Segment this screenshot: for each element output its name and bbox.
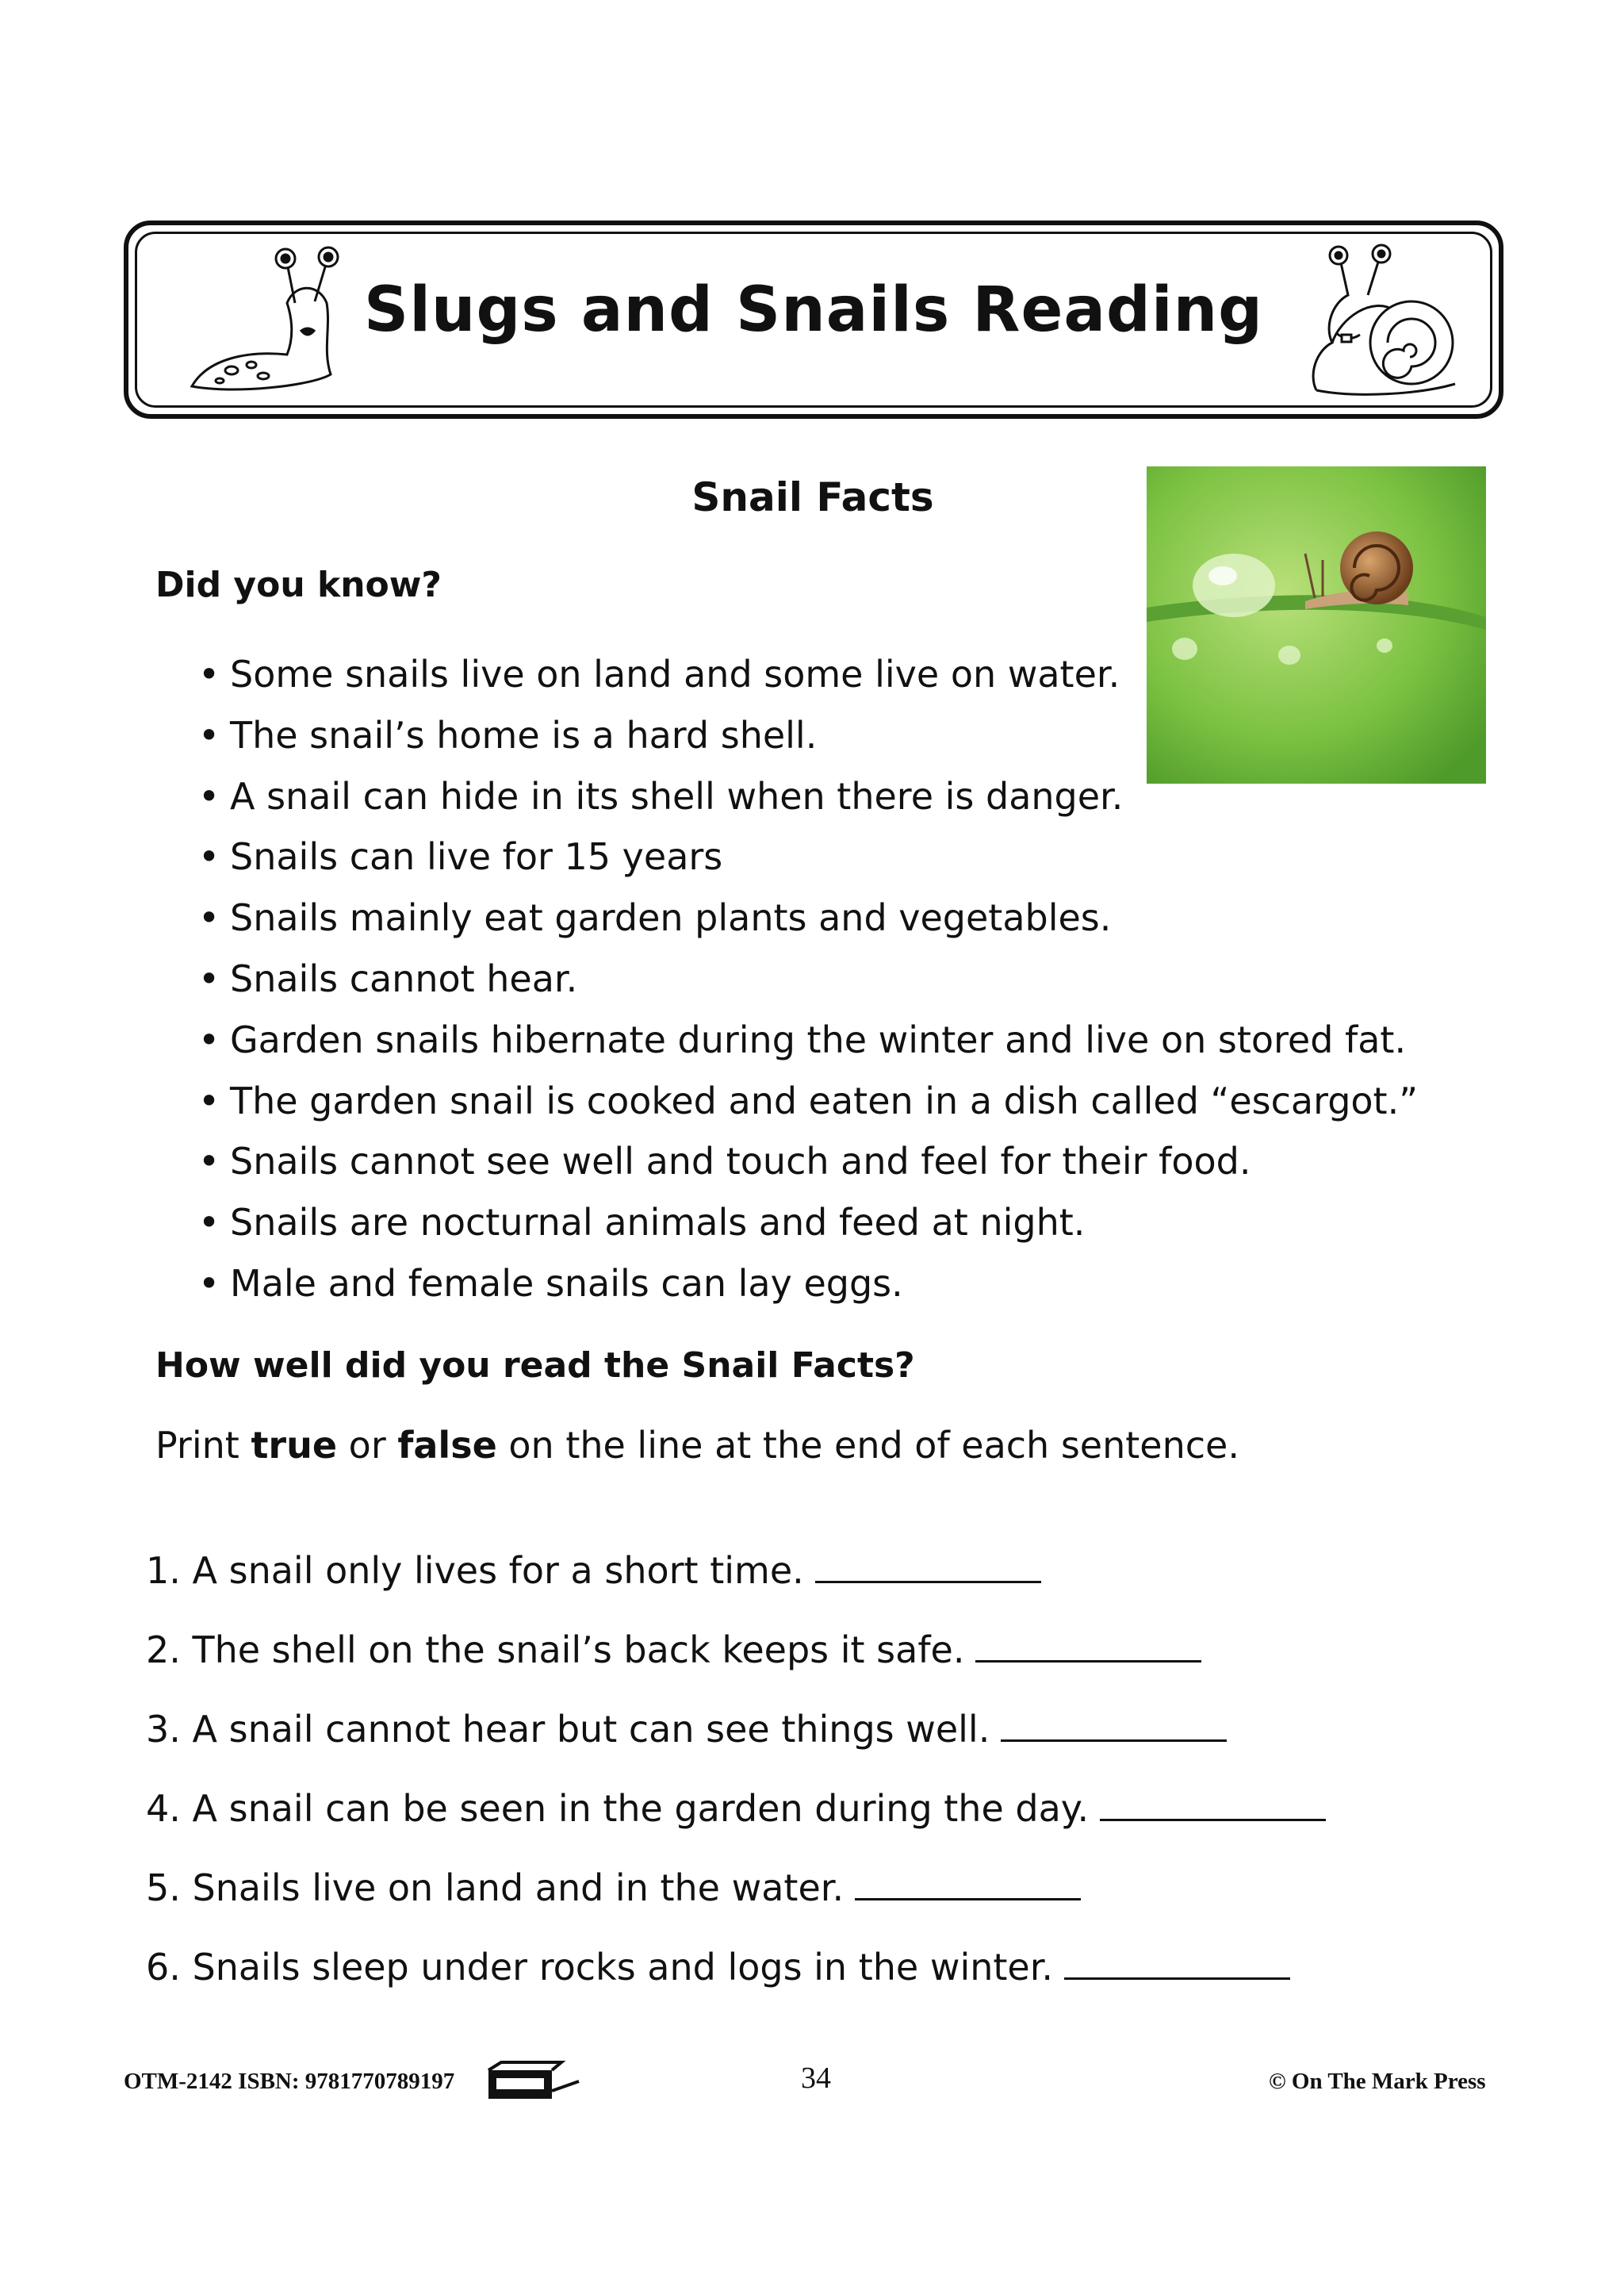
quiz-heading: How well did you read the Snail Facts?: [155, 1345, 915, 1386]
quiz-instructions: Print true or false on the line at the end of each sentence.: [155, 1424, 1239, 1467]
section-title: Snail Facts: [691, 474, 934, 520]
bullet-icon: •: [198, 653, 220, 696]
answer-blank[interactable]: [855, 1866, 1081, 1900]
question-item: 6. Snails sleep under rocks and logs in the winter.: [146, 1927, 1326, 2007]
fact-item: • Male and female snails can lay eggs.: [198, 1253, 1418, 1314]
bullet-icon: •: [198, 1140, 220, 1183]
bullet-icon: •: [198, 713, 220, 757]
facts-list: [198, 644, 1418, 1314]
answer-blank[interactable]: [975, 1628, 1201, 1663]
question-item: 3. A snail cannot hear but can see things well.: [146, 1689, 1326, 1769]
answer-blank[interactable]: [1064, 1946, 1290, 1980]
footer-code: OTM-2142 ISBN: 9781770789197: [124, 2069, 455, 2094]
question-list: [146, 1531, 1326, 2007]
bullet-icon: •: [198, 1201, 220, 1245]
question-item: 1. A snail only lives for a short time.: [146, 1531, 1326, 1610]
fact-item: • Garden snails hibernate during the winter and live on stored fat.: [198, 1010, 1418, 1071]
did-you-know-heading: Did you know?: [155, 565, 442, 605]
fact-item: • Snails cannot hear.: [198, 949, 1418, 1010]
fact-item: • The snail’s home is a hard shell.: [198, 705, 1418, 766]
question-item: 4. A snail can be seen in the garden during the day.: [146, 1769, 1326, 1848]
fact-item: • The garden snail is cooked and eaten in a dish called “escargot.”: [198, 1071, 1418, 1132]
footer-copyright: © On The Mark Press: [1269, 2069, 1486, 2094]
answer-blank[interactable]: [1001, 1708, 1227, 1742]
banner-title: Slugs and Snails Reading: [364, 274, 1263, 346]
bullet-icon: •: [198, 957, 220, 1000]
question-item: 2. The shell on the snail’s back keeps it safe.: [146, 1610, 1326, 1689]
title-banner: [124, 221, 1503, 419]
bullet-icon: •: [198, 1079, 220, 1122]
answer-blank[interactable]: [815, 1549, 1041, 1583]
bullet-icon: •: [198, 1261, 220, 1305]
fact-item: • Snails are nocturnal animals and feed at night.: [198, 1192, 1418, 1253]
book-icon: [485, 2059, 585, 2104]
bullet-icon: •: [198, 774, 220, 818]
bullet-icon: •: [198, 1018, 220, 1061]
bullet-icon: •: [198, 835, 220, 879]
fact-item: • Snails cannot see well and touch and feel for their food.: [198, 1131, 1418, 1192]
fact-item: • Snails mainly eat garden plants and vegetables.: [198, 888, 1418, 949]
bullet-icon: •: [198, 896, 220, 940]
fact-item: • Snails can live for 15 years: [198, 827, 1418, 888]
fact-item: • Some snails live on land and some live on water.: [198, 644, 1418, 705]
answer-blank[interactable]: [1100, 1787, 1326, 1821]
snail-cartoon-icon: [1293, 240, 1467, 406]
question-item: 5. Snails live on land and in the water.: [146, 1848, 1326, 1927]
fact-item: • A snail can hide in its shell when there is danger.: [198, 766, 1418, 827]
page-number: 34: [801, 2061, 831, 2095]
